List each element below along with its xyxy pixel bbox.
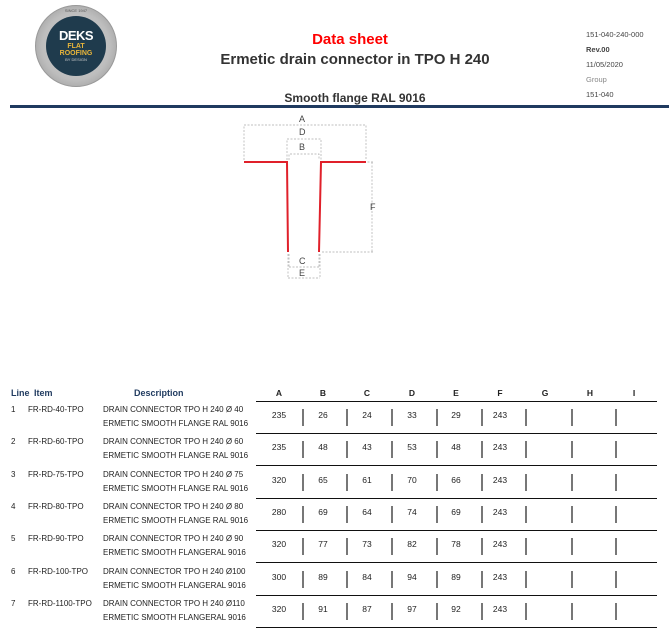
doc-date: 11/05/2020 (586, 60, 623, 69)
row-description-2: ERMETIC SMOOTH FLANGE RAL 9016 (103, 483, 249, 493)
column-divider (391, 603, 393, 620)
group-label: Group (586, 75, 607, 84)
column-divider (525, 506, 527, 523)
row-separator (256, 627, 657, 628)
row-value-f: 243 (492, 603, 508, 614)
row-value-b: 26 (318, 410, 328, 420)
logo-line2: FLAT (67, 43, 85, 50)
row-value-b: 48 (318, 442, 328, 453)
row-value-e: 69 (451, 506, 461, 517)
column-divider (391, 474, 393, 491)
column-divider (571, 571, 573, 588)
header-col-d: D (408, 388, 416, 398)
row-value-e: 66 (451, 474, 461, 485)
row-value-e: 78 (451, 539, 461, 550)
row-value-a: 280 (271, 506, 287, 517)
column-divider (346, 506, 348, 523)
label-e: E (299, 268, 306, 278)
doc-title: Data sheet (312, 31, 388, 48)
column-divider (481, 538, 483, 555)
logo-since: SINCE 1947 (64, 8, 88, 13)
row-value-e: 48 (451, 442, 461, 453)
column-divider (302, 571, 304, 588)
row-value-c: 87 (362, 603, 372, 614)
label-a: A (299, 114, 306, 124)
row-line-number: 4 (11, 501, 16, 511)
row-value-b: 65 (318, 474, 328, 485)
row-value-a: 235 (271, 442, 287, 453)
header-col-h: H (586, 388, 594, 398)
row-value-d: 94 (407, 571, 417, 582)
column-divider (525, 571, 527, 588)
header-col-i: I (632, 388, 636, 398)
product-subtitle: Smooth flange RAL 9016 (284, 91, 426, 105)
column-divider (615, 474, 617, 491)
row-line-number: 6 (11, 566, 16, 576)
column-divider (436, 603, 438, 620)
header-description: Description (134, 388, 184, 398)
row-description-1: DRAIN CONNECTOR TPO H 240 Ø 40 (103, 405, 244, 414)
row-value-d: 53 (407, 442, 417, 453)
row-item-code: FR-RD-60-TPO (28, 437, 84, 447)
row-description-2: ERMETIC SMOOTH FLANGE RAL 9016 (103, 515, 249, 525)
row-description-2: ERMETIC SMOOTH FLANGERAL 9016 (103, 612, 246, 622)
column-divider (302, 409, 304, 426)
dim-b-line (289, 154, 319, 160)
row-value-d: 33 (407, 410, 417, 420)
row-value-a: 235 (271, 410, 287, 420)
column-divider (436, 474, 438, 491)
column-divider (571, 441, 573, 458)
row-value-b: 91 (318, 603, 328, 614)
row-value-b: 69 (318, 506, 328, 517)
doc-code: 151-040-240-000 (586, 30, 644, 39)
column-divider (436, 571, 438, 588)
group-value: 151-040 (586, 90, 614, 99)
row-description-2: ERMETIC SMOOTH FLANGERAL 9016 (103, 548, 246, 558)
row-value-c: 73 (362, 539, 372, 550)
row-separator (256, 465, 657, 466)
column-divider (302, 603, 304, 620)
logo-brand: DEKS (58, 28, 94, 43)
column-divider (346, 441, 348, 458)
column-divider (391, 571, 393, 588)
label-d: D (299, 127, 306, 137)
row-description-2: ERMETIC SMOOTH FLANGE RAL 9016 (103, 419, 249, 428)
logo-line3: ROOFING (59, 50, 93, 57)
row-value-c: 84 (362, 571, 372, 582)
column-divider (571, 474, 573, 491)
row-value-e: 29 (451, 410, 461, 420)
column-divider (302, 474, 304, 491)
row-value-c: 24 (362, 410, 372, 420)
row-item-code: FR-RD-1100-TPO (28, 598, 92, 608)
column-divider (615, 409, 617, 426)
row-description-1: DRAIN CONNECTOR TPO H 240 Ø100 (103, 566, 246, 576)
row-value-a: 320 (271, 539, 287, 550)
dim-f-line (322, 162, 374, 252)
column-divider (302, 506, 304, 523)
row-description-1: DRAIN CONNECTOR TPO H 240 Ø 80 (103, 501, 244, 511)
column-divider (481, 474, 483, 491)
column-divider (346, 538, 348, 555)
column-divider (391, 441, 393, 458)
column-divider (302, 538, 304, 555)
column-divider (571, 538, 573, 555)
row-description-1: DRAIN CONNECTOR TPO H 240 Ø110 (103, 598, 245, 608)
column-divider (571, 506, 573, 523)
row-value-a: 320 (271, 474, 287, 485)
row-description-2: ERMETIC SMOOTH FLANGERAL 9016 (103, 580, 246, 590)
row-value-c: 64 (362, 506, 372, 517)
column-divider (391, 409, 393, 426)
row-value-a: 300 (271, 571, 287, 582)
column-divider (525, 409, 527, 426)
row-value-b: 89 (318, 571, 328, 582)
logo-line4: BY DESIGN (65, 57, 87, 62)
column-divider (346, 571, 348, 588)
column-divider (481, 441, 483, 458)
row-separator (256, 433, 657, 434)
row-description-2: ERMETIC SMOOTH FLANGE RAL 9016 (103, 451, 249, 461)
row-line-number: 7 (11, 598, 16, 608)
row-line-number: 2 (11, 437, 16, 447)
label-f: F (370, 202, 376, 212)
row-value-c: 61 (362, 474, 372, 485)
row-value-e: 92 (451, 603, 461, 614)
row-line-number: 5 (11, 534, 16, 544)
column-divider (346, 409, 348, 426)
column-divider (481, 506, 483, 523)
column-divider (571, 603, 573, 620)
label-b: B (299, 142, 306, 152)
column-divider (391, 538, 393, 555)
row-value-f: 243 (492, 442, 508, 453)
column-divider (525, 474, 527, 491)
product-title: Ermetic drain connector in TPO H 240 (220, 51, 490, 68)
row-value-f: 243 (492, 506, 508, 517)
row-value-f: 243 (492, 410, 508, 420)
row-value-d: 74 (407, 506, 417, 517)
header-col-f: F (497, 388, 503, 398)
row-description-1: DRAIN CONNECTOR TPO H 240 Ø 90 (103, 534, 244, 544)
row-value-d: 97 (407, 603, 417, 614)
row-separator (256, 498, 657, 499)
connector-profile (244, 162, 366, 252)
row-value-a: 320 (271, 603, 287, 614)
column-divider (525, 441, 527, 458)
revision: Rev.00 (586, 45, 610, 54)
column-divider (436, 506, 438, 523)
row-separator (256, 530, 657, 531)
row-item-code: FR-RD-90-TPO (28, 534, 84, 544)
header-col-a: A (275, 388, 283, 398)
row-value-d: 70 (407, 474, 417, 485)
row-value-f: 243 (492, 539, 508, 550)
column-divider (525, 603, 527, 620)
row-item-code: FR-RD-100-TPO (28, 566, 89, 576)
column-divider (481, 409, 483, 426)
row-description-1: DRAIN CONNECTOR TPO H 240 Ø 60 (103, 437, 244, 447)
column-divider (615, 603, 617, 620)
row-value-b: 77 (318, 539, 328, 550)
header-line: Line (11, 388, 30, 398)
row-value-e: 89 (451, 571, 461, 582)
column-divider (391, 506, 393, 523)
column-divider (615, 571, 617, 588)
row-item-code: FR-RD-40-TPO (28, 405, 84, 414)
column-divider (436, 538, 438, 555)
header-col-e: E (453, 388, 459, 398)
column-divider (481, 571, 483, 588)
row-separator (256, 595, 657, 596)
row-value-c: 43 (362, 442, 372, 453)
header-col-g: G (541, 388, 549, 398)
row-value-f: 243 (492, 571, 508, 582)
column-divider (302, 441, 304, 458)
column-divider (615, 538, 617, 555)
column-divider (571, 409, 573, 426)
column-divider (436, 409, 438, 426)
row-line-number: 1 (11, 405, 16, 414)
label-c: C (299, 256, 306, 266)
row-description-1: DRAIN CONNECTOR TPO H 240 Ø 75 (103, 469, 244, 479)
column-divider (346, 474, 348, 491)
row-item-code: FR-RD-75-TPO (28, 469, 84, 479)
column-divider (615, 506, 617, 523)
table-header-rule (256, 401, 657, 402)
header-item: Item (34, 388, 53, 398)
header-col-c: C (363, 388, 371, 398)
row-separator (256, 562, 657, 563)
column-divider (615, 441, 617, 458)
row-value-d: 82 (407, 539, 417, 550)
column-divider (346, 603, 348, 620)
row-value-f: 243 (492, 474, 508, 485)
column-divider (481, 603, 483, 620)
header-col-b: B (319, 388, 327, 398)
column-divider (436, 441, 438, 458)
row-line-number: 3 (11, 469, 16, 479)
column-divider (525, 538, 527, 555)
row-item-code: FR-RD-80-TPO (28, 501, 84, 511)
